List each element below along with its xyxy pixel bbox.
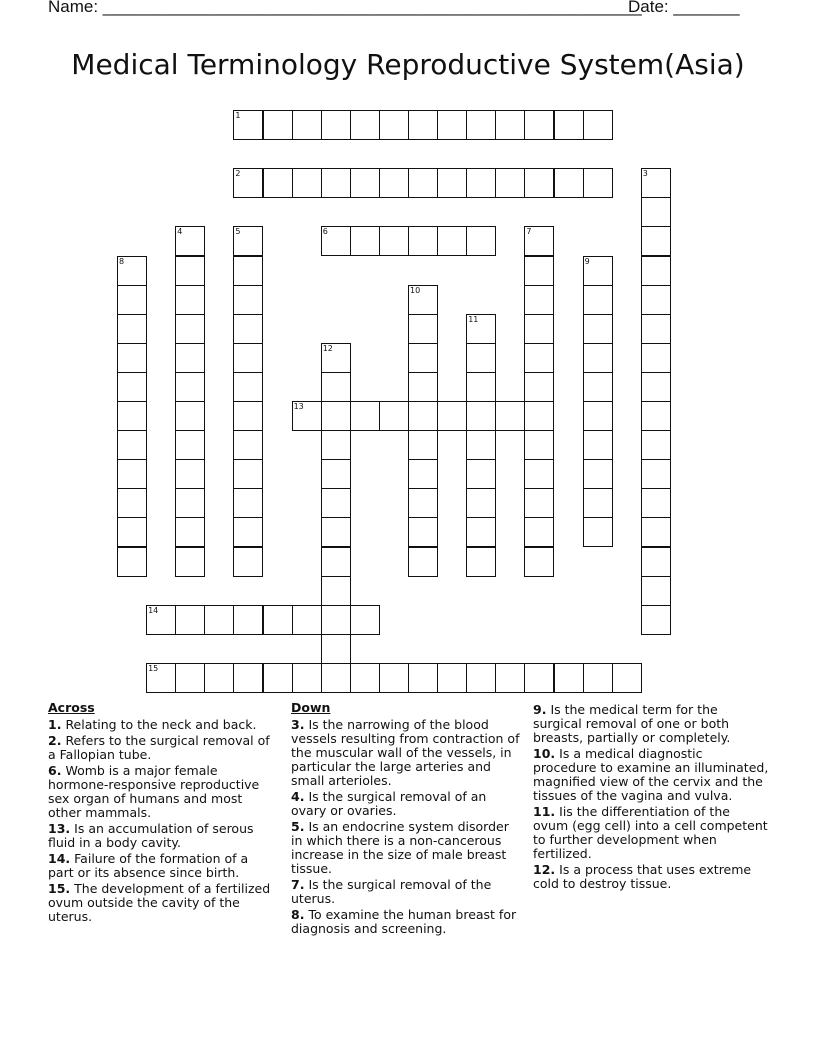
clue-number: 6 <box>322 227 328 237</box>
grid-cell[interactable] <box>321 226 351 256</box>
grid-cell[interactable] <box>175 488 205 518</box>
clue-item <box>48 718 276 732</box>
clue-item-number: 13. <box>48 821 71 836</box>
clue-item-text: Failure of the formation of a part or its absence since birth. <box>48 851 249 880</box>
grid-cell[interactable] <box>554 663 584 693</box>
grid-cell[interactable] <box>292 168 322 198</box>
grid-cell[interactable] <box>263 605 293 635</box>
down-heading: Down <box>291 700 331 715</box>
grid-cell[interactable] <box>641 547 671 577</box>
grid-cell[interactable] <box>466 459 496 489</box>
grid-cell[interactable] <box>175 517 205 547</box>
grid-cell[interactable] <box>379 110 409 140</box>
grid-cell[interactable] <box>524 517 554 547</box>
grid-cell[interactable] <box>233 226 263 256</box>
grid-cell[interactable] <box>466 343 496 373</box>
clue-item-number: 3. <box>291 717 305 732</box>
grid-cell[interactable] <box>554 110 584 140</box>
grid-cell[interactable] <box>641 285 671 315</box>
grid-cell[interactable] <box>175 372 205 402</box>
grid-cell[interactable] <box>321 343 351 373</box>
grid-cell[interactable] <box>641 168 671 198</box>
date-field[interactable]: Date: _______ <box>628 0 740 16</box>
grid-cell[interactable] <box>117 430 147 460</box>
grid-cell[interactable] <box>466 430 496 460</box>
clue-item-text: Is a process that uses extreme cold to destroy tissue. <box>533 862 752 891</box>
grid-cell[interactable] <box>350 605 380 635</box>
grid-cell[interactable] <box>233 343 263 373</box>
clue-item <box>291 908 523 936</box>
grid-cell[interactable] <box>583 343 613 373</box>
grid-cell[interactable] <box>408 343 438 373</box>
grid-cell[interactable] <box>146 605 176 635</box>
grid-cell[interactable] <box>641 343 671 373</box>
grid-cell[interactable] <box>641 314 671 344</box>
down-clue-list <box>291 718 523 936</box>
clue-number: 11 <box>468 314 479 324</box>
grid-cell[interactable] <box>117 285 147 315</box>
grid-cell[interactable] <box>408 110 438 140</box>
grid-cell[interactable] <box>233 314 263 344</box>
grid-cell[interactable] <box>524 110 554 140</box>
grid-cell[interactable] <box>408 663 438 693</box>
clues-column-across <box>48 701 276 926</box>
grid-cell[interactable] <box>408 547 438 577</box>
grid-cell[interactable] <box>379 168 409 198</box>
clue-item-number: 6. <box>48 763 62 778</box>
grid-cell[interactable] <box>437 401 467 431</box>
grid-cell[interactable] <box>641 576 671 606</box>
clues-column-down-continued <box>533 703 769 893</box>
grid-cell[interactable] <box>524 168 554 198</box>
grid-cell[interactable] <box>466 547 496 577</box>
grid-cell[interactable] <box>175 226 205 256</box>
grid-cell[interactable] <box>175 343 205 373</box>
grid-cell[interactable] <box>524 459 554 489</box>
clue-number: 10 <box>410 285 421 295</box>
clue-item <box>48 734 276 762</box>
grid-cell[interactable] <box>408 517 438 547</box>
clue-number: 7 <box>526 227 532 237</box>
grid-cell[interactable] <box>524 343 554 373</box>
grid-cell[interactable] <box>321 372 351 402</box>
grid-cell[interactable] <box>437 168 467 198</box>
grid-cell[interactable] <box>524 401 554 431</box>
grid-cell[interactable] <box>524 488 554 518</box>
grid-cell[interactable] <box>495 168 525 198</box>
clue-item <box>533 805 769 861</box>
grid-cell[interactable] <box>233 459 263 489</box>
grid-cell[interactable] <box>350 663 380 693</box>
grid-cell[interactable] <box>233 372 263 402</box>
grid-cell[interactable] <box>321 110 351 140</box>
clue-item-number: 11. <box>533 804 556 819</box>
grid-cell[interactable] <box>321 517 351 547</box>
grid-cell[interactable] <box>583 168 613 198</box>
grid-cell[interactable] <box>117 343 147 373</box>
grid-cell[interactable] <box>146 663 176 693</box>
grid-cell[interactable] <box>641 488 671 518</box>
clue-number: 14 <box>148 605 159 615</box>
grid-cell[interactable] <box>641 459 671 489</box>
grid-cell[interactable] <box>117 517 147 547</box>
grid-cell[interactable] <box>321 663 351 693</box>
clue-number: 5 <box>235 227 241 237</box>
grid-cell[interactable] <box>379 226 409 256</box>
clue-item-number: 1. <box>48 717 62 732</box>
grid-cell[interactable] <box>292 663 322 693</box>
clue-item <box>291 790 523 818</box>
grid-cell[interactable] <box>583 285 613 315</box>
grid-cell[interactable] <box>233 110 263 140</box>
grid-cell[interactable] <box>466 372 496 402</box>
clue-item-text: Relating to the neck and back. <box>65 717 257 732</box>
clue-number: 15 <box>148 663 159 673</box>
grid-cell[interactable] <box>408 168 438 198</box>
clue-item-text: Is the surgical removal of the uterus. <box>291 877 492 906</box>
clue-item-text: Womb is a major female hormone-responsive reproductive sex organ of humans and most other mammals. <box>48 763 260 820</box>
grid-cell[interactable] <box>437 663 467 693</box>
grid-cell[interactable] <box>117 314 147 344</box>
grid-cell[interactable] <box>466 314 496 344</box>
clue-item-text: To examine the human breast for diagnosis and screening. <box>291 907 517 936</box>
grid-cell[interactable] <box>321 605 351 635</box>
down-continued-clue-list <box>533 703 769 891</box>
grid-cell[interactable] <box>408 314 438 344</box>
grid-cell[interactable] <box>233 168 263 198</box>
grid-cell[interactable] <box>175 314 205 344</box>
grid-cell[interactable] <box>524 285 554 315</box>
grid-cell[interactable] <box>233 488 263 518</box>
clue-item-text: The development of a fertilized ovum outside the cavity of the uterus. <box>48 881 271 924</box>
grid-cell[interactable] <box>641 605 671 635</box>
grid-cell[interactable] <box>233 663 263 693</box>
grid-cell[interactable] <box>466 168 496 198</box>
grid-cell[interactable] <box>466 663 496 693</box>
clue-item-number: 5. <box>291 819 305 834</box>
grid-cell[interactable] <box>175 285 205 315</box>
grid-cell[interactable] <box>641 197 671 227</box>
grid-cell[interactable] <box>583 372 613 402</box>
grid-cell[interactable] <box>233 547 263 577</box>
grid-cell[interactable] <box>437 110 467 140</box>
grid-cell[interactable] <box>408 488 438 518</box>
grid-cell[interactable] <box>641 256 671 286</box>
grid-cell[interactable] <box>321 634 351 664</box>
grid-cell[interactable] <box>495 663 525 693</box>
clue-item <box>533 863 769 891</box>
grid-cell[interactable] <box>466 488 496 518</box>
grid-cell[interactable] <box>263 663 293 693</box>
clue-item-number: 15. <box>48 881 71 896</box>
grid-cell[interactable] <box>524 256 554 286</box>
grid-cell[interactable] <box>175 430 205 460</box>
grid-cell[interactable] <box>233 430 263 460</box>
clue-item-text: Is an accumulation of serous fluid in a body cavity. <box>48 821 254 850</box>
clue-item-number: 14. <box>48 851 71 866</box>
grid-cell[interactable] <box>466 401 496 431</box>
clue-item-text: Is the medical term for the surgical removal of one or both breasts, partially or completely. <box>533 702 731 745</box>
clue-item <box>48 822 276 850</box>
grid-cell[interactable] <box>554 168 584 198</box>
grid-cell[interactable] <box>321 459 351 489</box>
grid-cell[interactable] <box>524 663 554 693</box>
grid-cell[interactable] <box>495 401 525 431</box>
grid-cell[interactable] <box>175 547 205 577</box>
clue-item-text: Is the narrowing of the blood vessels resulting from contraction of the muscular wall of the vessels, in particular the large arteries and small arterioles. <box>291 717 520 788</box>
page-title: Medical Terminology Reproductive System(Asia) <box>71 48 745 81</box>
grid-cell[interactable] <box>233 256 263 286</box>
grid-cell[interactable] <box>321 168 351 198</box>
grid-cell[interactable] <box>263 168 293 198</box>
grid-cell[interactable] <box>292 110 322 140</box>
clue-item-number: 12. <box>533 862 556 877</box>
grid-cell[interactable] <box>641 372 671 402</box>
grid-cell[interactable] <box>583 488 613 518</box>
grid-cell[interactable] <box>583 314 613 344</box>
grid-cell[interactable] <box>408 401 438 431</box>
clue-item-text: Refers to the surgical removal of a Fallopian tube. <box>48 733 270 762</box>
clue-item-number: 2. <box>48 733 62 748</box>
grid-cell[interactable] <box>233 401 263 431</box>
clue-number: 4 <box>177 227 183 237</box>
grid-cell[interactable] <box>233 605 263 635</box>
grid-cell[interactable] <box>583 430 613 460</box>
clue-number: 3 <box>642 169 648 179</box>
grid-cell[interactable] <box>321 547 351 577</box>
grid-cell[interactable] <box>117 401 147 431</box>
grid-cell[interactable] <box>466 517 496 547</box>
grid-cell[interactable] <box>583 401 613 431</box>
clue-item-number: 10. <box>533 746 556 761</box>
grid-cell[interactable] <box>175 401 205 431</box>
grid-cell[interactable] <box>350 401 380 431</box>
grid-cell[interactable] <box>583 663 613 693</box>
grid-cell[interactable] <box>350 110 380 140</box>
grid-cell[interactable] <box>233 517 263 547</box>
grid-cell[interactable] <box>379 401 409 431</box>
grid-cell[interactable] <box>437 226 467 256</box>
grid-cell[interactable] <box>263 110 293 140</box>
grid-cell[interactable] <box>292 401 322 431</box>
grid-cell[interactable] <box>175 256 205 286</box>
clue-item <box>48 882 276 924</box>
grid-cell[interactable] <box>583 517 613 547</box>
grid-cell[interactable] <box>583 459 613 489</box>
grid-cell[interactable] <box>641 430 671 460</box>
clue-item-text: Is a medical diagnostic procedure to examine an illuminated, magnified view of the cervix and the tissues of the vagina and vulva. <box>533 746 769 803</box>
clue-number: 9 <box>584 256 590 266</box>
clue-item <box>291 718 523 788</box>
grid-cell[interactable] <box>117 488 147 518</box>
clue-item-number: 4. <box>291 789 305 804</box>
grid-cell[interactable] <box>321 488 351 518</box>
grid-cell[interactable] <box>233 285 263 315</box>
grid-cell[interactable] <box>117 459 147 489</box>
clues-column-down <box>291 701 523 938</box>
clue-item-number: 8. <box>291 907 305 922</box>
across-clue-list <box>48 718 276 924</box>
grid-cell[interactable] <box>175 459 205 489</box>
clue-item <box>48 852 276 880</box>
clue-number: 1 <box>235 111 241 120</box>
grid-cell[interactable] <box>495 110 525 140</box>
grid-cell[interactable] <box>321 401 351 431</box>
grid-cell[interactable] <box>321 430 351 460</box>
grid-cell[interactable] <box>408 226 438 256</box>
grid-cell[interactable] <box>408 285 438 315</box>
grid-cell[interactable] <box>204 605 234 635</box>
name-field[interactable]: Name: _________________________________________________________ <box>48 0 642 16</box>
grid-cell[interactable] <box>524 226 554 256</box>
grid-cell[interactable] <box>408 459 438 489</box>
clue-number: 8 <box>119 256 125 266</box>
grid-cell[interactable] <box>350 168 380 198</box>
grid-cell[interactable] <box>583 110 613 140</box>
across-heading: Across <box>48 700 95 715</box>
clue-item-text: Is the surgical removal of an ovary or ovaries. <box>291 789 487 818</box>
grid-cell[interactable] <box>466 226 496 256</box>
grid-cell[interactable] <box>379 663 409 693</box>
grid-cell[interactable] <box>117 256 147 286</box>
clue-number: 2 <box>235 169 241 179</box>
grid-cell[interactable] <box>641 401 671 431</box>
grid-cell[interactable] <box>408 372 438 402</box>
clue-item <box>533 703 769 745</box>
grid-cell[interactable] <box>466 110 496 140</box>
grid-cell[interactable] <box>641 517 671 547</box>
grid-cell[interactable] <box>292 605 322 635</box>
grid-cell[interactable] <box>204 663 234 693</box>
grid-cell[interactable] <box>524 372 554 402</box>
grid-cell[interactable] <box>175 663 205 693</box>
grid-cell[interactable] <box>408 430 438 460</box>
grid-cell[interactable] <box>321 576 351 606</box>
grid-cell[interactable] <box>175 605 205 635</box>
grid-cell[interactable] <box>583 256 613 286</box>
grid-cell[interactable] <box>350 226 380 256</box>
grid-cell[interactable] <box>524 430 554 460</box>
grid-cell[interactable] <box>641 226 671 256</box>
grid-cell[interactable] <box>524 547 554 577</box>
clue-item <box>533 747 769 803</box>
clue-item <box>291 820 523 876</box>
clue-item <box>291 878 523 906</box>
clue-item-text: Iis the differentiation of the ovum (egg cell) into a cell competent to further development when fertilized. <box>533 804 768 861</box>
grid-cell[interactable] <box>117 372 147 402</box>
grid-cell[interactable] <box>612 663 642 693</box>
clue-item-number: 9. <box>533 702 547 717</box>
clue-number: 13 <box>293 402 304 411</box>
grid-cell[interactable] <box>117 547 147 577</box>
grid-cell[interactable] <box>524 314 554 344</box>
clue-number: 12 <box>322 343 333 353</box>
clue-item-text: Is an endocrine system disorder in which there is a non-cancerous increase in the size of male breast tissue. <box>291 819 509 876</box>
clue-item <box>48 764 276 820</box>
clue-item-number: 7. <box>291 877 305 892</box>
